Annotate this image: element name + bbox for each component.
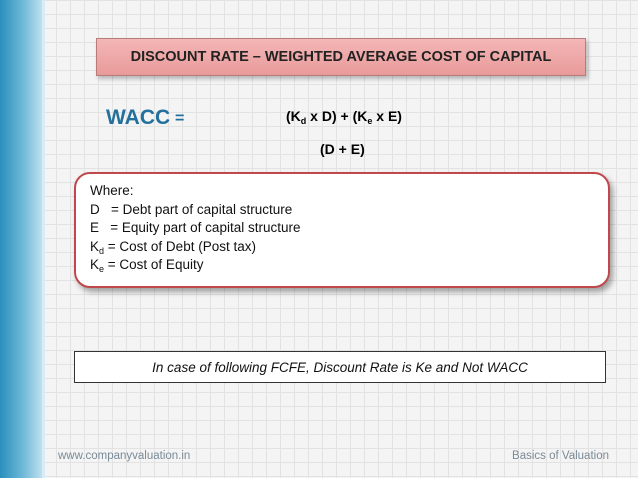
- definition-cost-of-equity: $K_e$ = Cost of Equity: [90, 257, 204, 274]
- ke-subscript: e: [367, 116, 373, 126]
- footer-website[interactable]: www.companyvaluation.in: [58, 450, 191, 462]
- definition-debt: D = Debt part of capital structure: [90, 201, 293, 217]
- formula-numerator: ($K_d$ x $D) + (K_e$ x E): [286, 108, 402, 126]
- fcfe-note: In case of following FCFE, Discount Rate is Ke and Not WACC: [152, 359, 528, 375]
- definitions-list: [90, 182, 300, 275]
- footer-section: Basics of Valuation: [512, 450, 609, 462]
- wacc-label: WACC: [106, 106, 171, 129]
- equals-sign: =: [175, 110, 185, 127]
- left-decorative-stripe: [0, 0, 42, 478]
- title-banner: [96, 38, 586, 76]
- note-box: [74, 351, 606, 383]
- definition-cost-of-debt: $K_d$ = Cost of Debt (Post tax): [90, 238, 256, 256]
- definitions-heading: Where:: [90, 183, 134, 198]
- formula-denominator: (D + E): [320, 141, 365, 157]
- definition-equity: E = Equity part of capital structure: [90, 220, 301, 235]
- slide-title: DISCOUNT RATE – WEIGHTED AVERAGE COST OF CAPITAL: [130, 49, 552, 65]
- kd-subscript: d: [300, 116, 307, 126]
